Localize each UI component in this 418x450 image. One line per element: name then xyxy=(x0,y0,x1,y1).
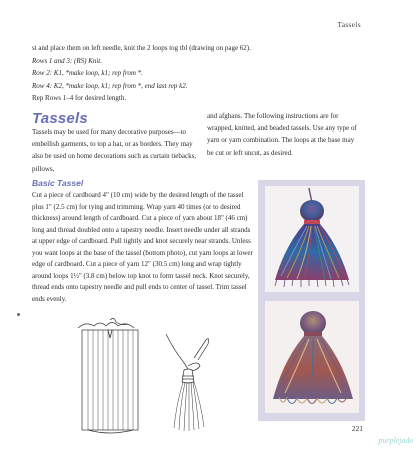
intro-line-1: st and place them on left needle, knit the 2 loops tog tbl (drawing on page 62). xyxy=(32,44,251,52)
tassel-looped-ends-photo xyxy=(265,301,359,413)
page-number: 221 xyxy=(351,424,363,433)
intro-line-5: Rep Rows 1–4 for desired length. xyxy=(32,94,127,103)
section-intro-left: Tassels may be used for many decorative purposes—to embellish garments, to top a hat, or as borders. They may also be used on home decorations such as curtain tiebacks, pillows, xyxy=(32,128,197,173)
tassel-cut-ends-photo xyxy=(265,186,359,292)
tassel-neck-wrap-drawing xyxy=(160,330,216,434)
intro-line-3: Row 2: K1, *make loop, k1; rep from *. xyxy=(32,69,143,78)
continued-instructions xyxy=(32,42,352,105)
yarn-wrapped-cardboard-drawing xyxy=(70,318,152,436)
basic-tassel-instructions: Cut a piece of cardboard 4" (10 cm) wide by the desired length of the tassel plus 1" (2.5 cm) for tying and trimming. Wrap yarn 40 times (or to desired thickness) around length of cardboard. Cut a piece of yarn about 18" (46 cm) long and thread doubled onto a tapestry needle. Insert needle under all strands at upper edge of cardboard. Pull tightly and knot securely near strands. Unless you want loops at the base of the tassel (bottom photo), cut yarn loops at lower edge of cardboard. Cut a piece of yarn 12" (30.5 cm) long and wrap tightly around loops 1½" (3.8 cm) below top knot to form tassel neck. Knot securely, thread ends onto tapestry needle and pull ends to center of tassel. Trim tassel ends evenly. xyxy=(32,191,253,303)
section-intro-right: and afghans. The following instructions are for wrapped, knitted, and beaded tassels. Use any type of yarn or yarn combination. The loops at the base may be cut or left uncut, as desired. xyxy=(207,112,357,157)
running-head: Tassels xyxy=(337,20,361,29)
basic-tassel-heading: Basic Tassel xyxy=(32,178,84,188)
intro-line-2: Rows 1 and 3: (RS) Knit. xyxy=(32,56,102,65)
section-title: Tassels xyxy=(32,110,88,127)
intro-line-4: Row 4: K2, *make loop, k1; rep from *, end last rep k2. xyxy=(32,81,188,90)
watermark: purplejade xyxy=(378,436,413,445)
margin-bullet xyxy=(17,313,20,316)
